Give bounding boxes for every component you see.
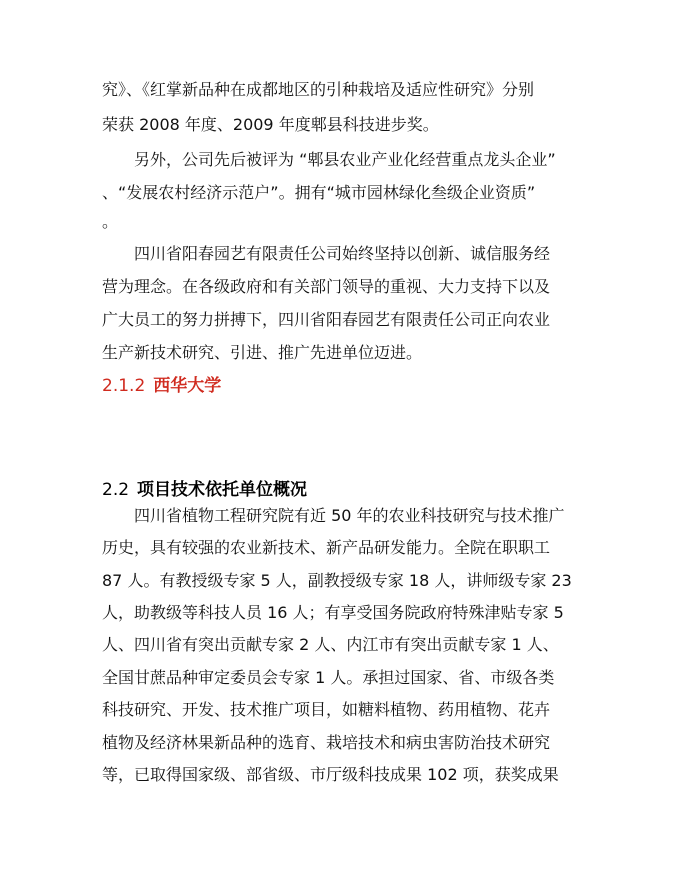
section-heading-2-1-2 xyxy=(102,376,221,396)
paragraph-line: 究》、《红掌新品种在成都地区的引种栽培及适应性研究》分别 xyxy=(102,80,535,99)
paragraph-line: 全国甘蔗品种审定委员会专家 1 人。承担过国家、省、市级各类 xyxy=(102,668,555,687)
paragraph-line: 等，已取得国家级、部省级、市厅级科技成果 102 项，获奖成果 xyxy=(102,765,559,784)
paragraph-line: 广大员工的努力拼搏下，四川省阳春园艺有限责任公司正向农业 xyxy=(102,310,551,329)
paragraph-line: 四川省植物工程研究院有近 50 年的农业科技研究与技术推广 xyxy=(134,506,565,525)
section-title: 西华大学 xyxy=(153,376,222,396)
section-title: 项目技术依托单位概况 xyxy=(137,480,308,500)
paragraph-line: 四川省阳春园艺有限责任公司始终坚持以创新、诚信服务经 xyxy=(134,244,551,263)
paragraph-line: 。 xyxy=(102,212,119,231)
section-number: 2.1.2 xyxy=(102,376,146,396)
paragraph-line: 科技研究、开发、技术推广项目，如糖料植物、药用植物、花卉 xyxy=(102,700,551,719)
paragraph-line: 营为理念。在各级政府和有关部门领导的重视、大力支持下以及 xyxy=(102,277,551,296)
section-number: 2.2 xyxy=(102,480,130,500)
paragraph-line: 、“发展农村经济示范户”。拥有“城市园林绿化叁级企业资质” xyxy=(102,183,536,202)
paragraph-line: 历史，具有较强的农业新技术、新产品研发能力。全院在职职工 xyxy=(102,538,551,557)
paragraph-line: 87 人。有教授级专家 5 人，副教授级专家 18 人，讲师级专家 23 xyxy=(102,571,572,590)
paragraph-line: 人，助教级等科技人员 16 人；有享受国务院政府特殊津贴专家 5 xyxy=(102,603,564,622)
paragraph-line: 植物及经济林果新品种的选育、栽培技术和病虫害防治技术研究 xyxy=(102,733,551,752)
paragraph-line: 荣获 2008 年度、2009 年度郫县科技进步奖。 xyxy=(102,115,439,134)
paragraph-line: 另外，公司先后被评为 “郫县农业产业化经营重点龙头企业” xyxy=(134,150,556,169)
section-heading-2-2 xyxy=(102,480,307,500)
paragraph-line: 人、四川省有突出贡献专家 2 人、内江市有突出贡献专家 1 人、 xyxy=(102,635,559,654)
paragraph-line: 生产新技术研究、引进、推广先进单位迈进。 xyxy=(102,343,423,362)
